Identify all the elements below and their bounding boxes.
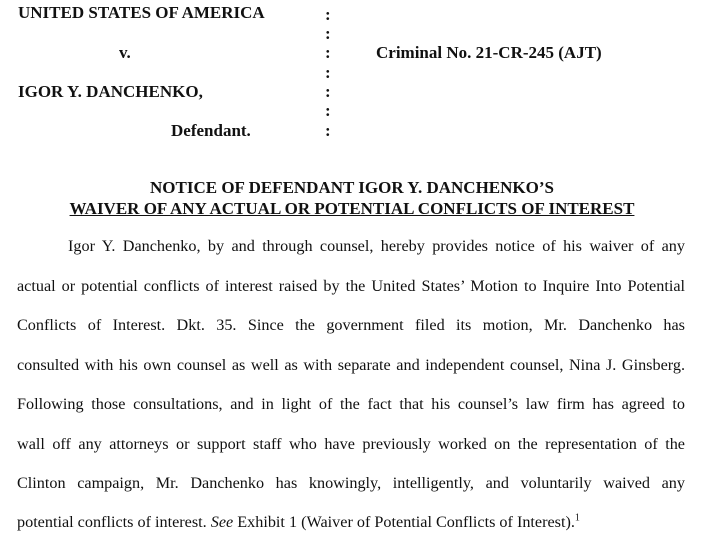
caption-colon: : (325, 24, 331, 43)
document-title-line2 (0, 199, 708, 219)
body-line: Igor Y. Danchenko, by and through counsel, hereby provides notice of his waiver of any (68, 237, 685, 255)
defendant-role: Defendant. (171, 121, 251, 140)
see-signal: See (210, 513, 234, 531)
caption-colon: : (325, 5, 331, 24)
caption-colon: : (325, 121, 331, 140)
caption-colon: : (325, 82, 331, 101)
body-line: Conflicts of Interest. Dkt. 35. Since the government filed its motion, Mr. Danchenko has (17, 316, 685, 334)
caption-colon: : (325, 43, 331, 62)
caption-colon: : (325, 101, 331, 120)
defendant-name: IGOR Y. DANCHENKO, (18, 82, 203, 101)
body-line: actual or potential conflicts of interest raised by the United States’ Motion to Inquire Into Potential (17, 277, 685, 295)
body-last-line-end: Exhibit 1 (Waiver of Potential Conflicts of Interest). (233, 513, 575, 531)
body-line: Following those consultations, and in light of the fact that his counsel’s law firm has agreed to (17, 395, 685, 413)
body-line: Clinton campaign, Mr. Danchenko has knowingly, intelligently, and voluntarily waived any (17, 474, 685, 492)
versus-label: v. (119, 43, 131, 62)
body-last-line-start: potential conflicts of interest. (17, 513, 211, 531)
body-line: wall off any attorneys or support staff who have previously worked on the representation of the (17, 435, 685, 453)
caption-colon: : (325, 63, 331, 82)
document-title-line2-text: WAIVER OF ANY ACTUAL OR POTENTIAL CONFLICTS OF INTEREST (69, 199, 635, 218)
body-last-line (17, 512, 685, 532)
body-line: consulted with his own counsel as well as with separate and independent counsel, Nina J. Ginsberg. (17, 356, 685, 374)
document-title-line1: NOTICE OF DEFENDANT IGOR Y. DANCHENKO’S (150, 178, 554, 197)
footnote-marker[interactable]: 1 (574, 512, 580, 524)
case-number: Criminal No. 21-CR-245 (AJT) (376, 43, 602, 62)
plaintiff-name: UNITED STATES OF AMERICA (18, 3, 265, 22)
